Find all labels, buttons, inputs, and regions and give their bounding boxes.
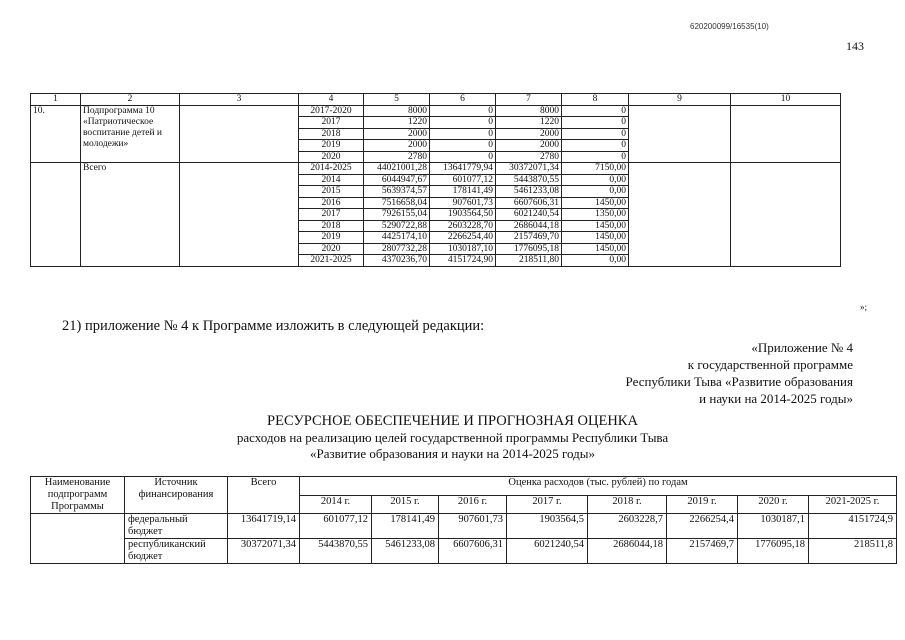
column-number: 9: [629, 94, 731, 106]
table-cell: 1350,00: [562, 209, 629, 221]
table-cell: 2000: [364, 140, 430, 152]
appendix-line: «Приложение № 4: [751, 340, 853, 355]
table-cell: 2017: [299, 117, 364, 129]
table-cell: 2000: [364, 128, 430, 140]
table-cell: 1450,00: [562, 232, 629, 244]
table-cell: 0: [430, 151, 496, 163]
table-cell: 2807732,28: [364, 243, 430, 255]
column-number: 8: [562, 94, 629, 106]
table-cell: 4151724,9: [809, 514, 897, 539]
table-cell: 6021240,54: [507, 539, 588, 564]
header-year: 2015 г.: [372, 495, 439, 514]
table-cell: 0: [430, 128, 496, 140]
table-cell: 2157469,7: [667, 539, 738, 564]
table-cell: 2686044,18: [588, 539, 667, 564]
header-year: 2017 г.: [507, 495, 588, 514]
table-cell: 0: [430, 105, 496, 117]
table-cell: 0: [562, 117, 629, 129]
table-cell: 4151724,90: [430, 255, 496, 267]
table-cell: 2016: [299, 197, 364, 209]
table-cell: 6607606,31: [439, 539, 507, 564]
table-cell: 0: [430, 117, 496, 129]
table-cell: 2780: [496, 151, 562, 163]
table-cell: 2780: [364, 151, 430, 163]
column-number: 4: [299, 94, 364, 106]
empty-cell: [629, 163, 731, 267]
table-cell: 13641779,94: [430, 163, 496, 175]
row-label: Всего: [81, 163, 180, 267]
column-number: 6: [430, 94, 496, 106]
header-year: 2016 г.: [439, 495, 507, 514]
resource-table: [30, 476, 897, 564]
table-cell: 1450,00: [562, 220, 629, 232]
appendix-line: Республики Тыва «Развитие образования: [625, 374, 853, 389]
header-name: Наименование подпрограмм Программы: [31, 477, 125, 514]
column-number: 2: [81, 94, 180, 106]
table-cell: 2686044,18: [496, 220, 562, 232]
table-cell: 2014: [299, 174, 364, 186]
program-table: [30, 93, 841, 267]
table-cell: 2018: [299, 220, 364, 232]
page-number: 143: [846, 39, 864, 53]
table-cell: 2157469,70: [496, 232, 562, 244]
table-cell: 0: [562, 128, 629, 140]
table-cell: 7516658,04: [364, 197, 430, 209]
column-number: 5: [364, 94, 430, 106]
appendix-line: и науки на 2014-2025 годы»: [699, 391, 853, 406]
empty-cell: [180, 105, 299, 163]
funding-source: республиканский бюджет: [125, 539, 228, 564]
table-cell: 6607606,31: [496, 197, 562, 209]
table-cell: 601077,12: [430, 174, 496, 186]
table-cell: 30372071,34: [228, 539, 300, 564]
table-cell: 1776095,18: [738, 539, 809, 564]
header-estimate: Оценка расходов (тыс. рублей) по годам: [300, 477, 897, 496]
table-cell: 44021001,28: [364, 163, 430, 175]
table-cell: 907601,73: [430, 197, 496, 209]
table-cell: 5443870,55: [300, 539, 372, 564]
table-cell: 2000: [496, 140, 562, 152]
empty-cell: [731, 163, 841, 267]
table-cell: 6044947,67: [364, 174, 430, 186]
table-cell: 1030187,10: [430, 243, 496, 255]
table-cell: 0,00: [562, 174, 629, 186]
document-id: 620200099/16535(10): [690, 22, 769, 31]
row-number: [31, 163, 81, 267]
table-cell: 7150,00: [562, 163, 629, 175]
table-cell: 0,00: [562, 255, 629, 267]
table-cell: 2021-2025: [299, 255, 364, 267]
table-cell: 2000: [496, 128, 562, 140]
table-cell: 601077,12: [300, 514, 372, 539]
row-label: Подпрограмма 10 «Патриотическое воспитание детей и молодежи»: [81, 105, 180, 163]
table-row: [31, 163, 841, 175]
table-cell: 2014-2025: [299, 163, 364, 175]
table-cell: 4425174,10: [364, 232, 430, 244]
appendix-caption: [626, 339, 853, 407]
amendment-paragraph: 21) приложение № 4 к Программе изложить в следующей редакции:: [62, 318, 485, 334]
table-cell: 5443870,55: [496, 174, 562, 186]
empty-cell: [629, 105, 731, 163]
table-cell: 2266254,40: [430, 232, 496, 244]
table-cell: 1776095,18: [496, 243, 562, 255]
table-cell: 4370236,70: [364, 255, 430, 267]
table-cell: 5461233,08: [496, 186, 562, 198]
table-cell: 8000: [496, 105, 562, 117]
table-cell: 8000: [364, 105, 430, 117]
funding-source: федеральный бюджет: [125, 514, 228, 539]
column-number: 1: [31, 94, 81, 106]
table-row: [31, 539, 897, 564]
header-year: 2019 г.: [667, 495, 738, 514]
table-cell: 13641719,14: [228, 514, 300, 539]
table-cell: 178141,49: [430, 186, 496, 198]
table-cell: 2603228,7: [588, 514, 667, 539]
empty-cell: [731, 105, 841, 163]
table-cell: 1903564,5: [507, 514, 588, 539]
column-number: 10: [731, 94, 841, 106]
table-cell: 30372071,34: [496, 163, 562, 175]
table-cell: 5290722,88: [364, 220, 430, 232]
header-year: 2018 г.: [588, 495, 667, 514]
header-source: Источник финансирования: [125, 477, 228, 514]
table-row: [31, 514, 897, 539]
empty-cell: [31, 514, 125, 564]
empty-cell: [180, 163, 299, 267]
table-cell: 6021240,54: [496, 209, 562, 221]
table-cell: 1030187,1: [738, 514, 809, 539]
table-cell: 2019: [299, 232, 364, 244]
table-cell: 2017: [299, 209, 364, 221]
header-year: 2014 г.: [300, 495, 372, 514]
table-cell: 1903564,50: [430, 209, 496, 221]
table-cell: 2020: [299, 243, 364, 255]
table-cell: 2018: [299, 128, 364, 140]
table-cell: 5461233,08: [372, 539, 439, 564]
section-subheading: «Развитие образования и науки на 2014-2025 годы»: [309, 446, 596, 461]
closing-quote: »;: [860, 302, 868, 312]
section-heading: РЕСУРСНОЕ ОБЕСПЕЧЕНИЕ И ПРОГНОЗНАЯ ОЦЕНКА: [267, 413, 638, 429]
table-cell: 218511,80: [496, 255, 562, 267]
row-number: 10.: [31, 105, 81, 163]
section-subheading: расходов на реализацию целей государственной программы Республики Тыва: [236, 430, 669, 445]
table-cell: 2266254,4: [667, 514, 738, 539]
table-header-row: [31, 94, 841, 106]
column-number: 3: [180, 94, 299, 106]
table-cell: 907601,73: [439, 514, 507, 539]
table-cell: 1220: [364, 117, 430, 129]
table-row: [31, 105, 841, 117]
appendix-line: к государственной программе: [687, 357, 853, 372]
table-cell: 218511,8: [809, 539, 897, 564]
table-cell: 2603228,70: [430, 220, 496, 232]
table-cell: 2020: [299, 151, 364, 163]
header-year: 2021-2025 г.: [809, 495, 897, 514]
table-cell: 2015: [299, 186, 364, 198]
table-cell: 2019: [299, 140, 364, 152]
table-cell: 0: [562, 105, 629, 117]
table-cell: 1450,00: [562, 243, 629, 255]
table-cell: 0: [562, 151, 629, 163]
table-cell: 1220: [496, 117, 562, 129]
table-cell: 0: [430, 140, 496, 152]
header-year: 2020 г.: [738, 495, 809, 514]
table-cell: 5639374,57: [364, 186, 430, 198]
column-number: 7: [496, 94, 562, 106]
header-total: Всего: [228, 477, 300, 514]
table-cell: 0: [562, 140, 629, 152]
table-cell: 2017-2020: [299, 105, 364, 117]
table-cell: 7926155,04: [364, 209, 430, 221]
table-cell: 1450,00: [562, 197, 629, 209]
table-cell: 0,00: [562, 186, 629, 198]
table-cell: 178141,49: [372, 514, 439, 539]
